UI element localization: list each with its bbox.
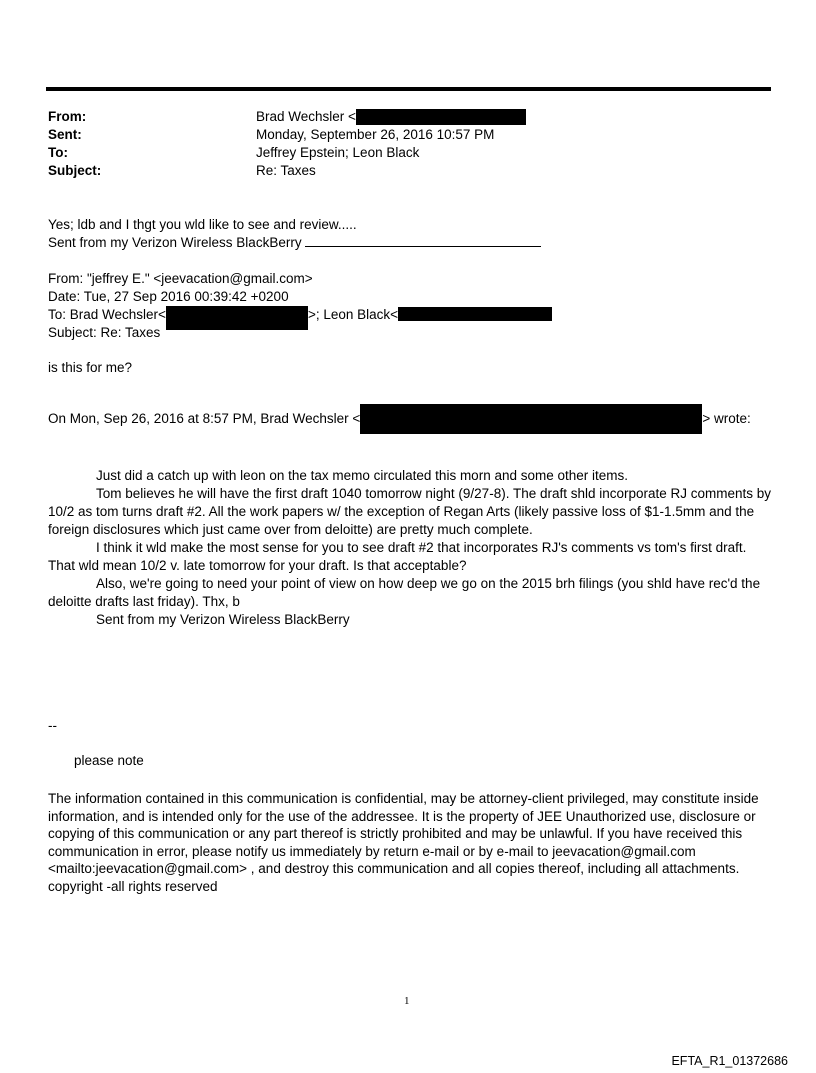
redaction-box: [360, 404, 702, 434]
sent-label: Sent:: [48, 127, 82, 142]
reply-signature: Sent from my Verizon Wireless BlackBerry: [48, 235, 302, 250]
to-label: To:: [48, 145, 68, 160]
on-wrote-line: [48, 404, 751, 434]
header-rule: [46, 87, 771, 91]
redaction-box: [398, 307, 552, 321]
sent-row: [48, 126, 526, 144]
page-number: 1: [404, 995, 410, 1007]
from-value: [256, 108, 526, 126]
reply-line-2: [48, 234, 541, 252]
document-id: EFTA_R1_01372686: [671, 1054, 788, 1068]
signature-dashes: --: [48, 718, 57, 733]
from-label: From:: [48, 109, 87, 124]
quoted-date: Date: Tue, 27 Sep 2016 00:39:42 +0200: [48, 289, 289, 304]
quoted-to-mid: >; Leon Black<: [307, 307, 399, 322]
disclaimer-text: The information contained in this communication is confidential, may be attorney-client privileged, may constitute inside information, and is intended only for the use of the addressee. It is the property of JEE Unauthorized use, disclosure or copying of this communication or any part thereof is strictly prohibited and may be unlawful. If you have received this communication in error, please notify us immediately by return e-mail or by e-mail to jeevacation@gmail.com <mailto:jeevacation@gmail.com> , and destroy this communication and all copies thereof, including all attachments. copyright -all rights reserved: [48, 791, 759, 894]
quoted-header: [48, 270, 552, 342]
on-wrote-suffix: > wrote:: [702, 411, 751, 426]
body-paragraph: Just did a catch up with leon on the tax memo circulated this morn and some other items.: [96, 468, 629, 483]
body-signature: Sent from my Verizon Wireless BlackBerry: [96, 612, 350, 627]
on-wrote-prefix: On Mon, Sep 26, 2016 at 8:57 PM, Brad Wechsler <: [48, 411, 361, 426]
from-name: Brad Wechsler <: [256, 109, 356, 124]
body-paragraph: Also, we're going to need your point of view on how deep we go on the 2015 brh filings (you shld have rec'd the deloitte drafts last friday). Thx, b: [48, 576, 761, 609]
question-text: is this for me?: [48, 360, 133, 375]
subject-value: Re: Taxes: [256, 163, 316, 178]
redaction-box: [356, 109, 526, 125]
from-row: [48, 108, 526, 126]
to-value: Jeffrey Epstein; Leon Black: [256, 145, 420, 160]
subject-row: [48, 162, 526, 180]
message-body: [48, 467, 773, 629]
body-paragraph: I think it wld make the most sense for you to see draft #2 that incorporates RJ's comments vs tom's first draft. That wld mean 10/2 v. late tomorrow for your draft. Is that acceptable?: [48, 540, 747, 573]
email-header: [48, 108, 526, 180]
quoted-to-prefix: To: Brad Wechsler<: [48, 307, 166, 322]
quoted-from: From: "jeffrey E." <jeevacation@gmail.com>: [48, 271, 313, 286]
redaction-box: [166, 306, 308, 330]
reply-text: [48, 216, 541, 252]
please-note: please note: [74, 753, 144, 768]
to-row: [48, 144, 526, 162]
body-paragraph: Tom believes he will have the first draft 1040 tomorrow night (9/27-8). The draft shld incorporate RJ comments by 10/2 as tom turns draft #2. All the work papers w/ the exception of Regan Arts (likely passive loss of $1-1.5mm and the foreign disclosures which just came over from deloitte) are pretty much complete.: [48, 486, 772, 537]
quoted-subject: Subject: Re: Taxes: [48, 325, 161, 340]
quoted-to: [48, 306, 552, 324]
separator-line: [305, 234, 541, 247]
sent-value: Monday, September 26, 2016 10:57 PM: [256, 127, 495, 142]
subject-label: Subject:: [48, 163, 102, 178]
reply-line-1: Yes; ldb and I thgt you wld like to see and review.....: [48, 217, 357, 232]
